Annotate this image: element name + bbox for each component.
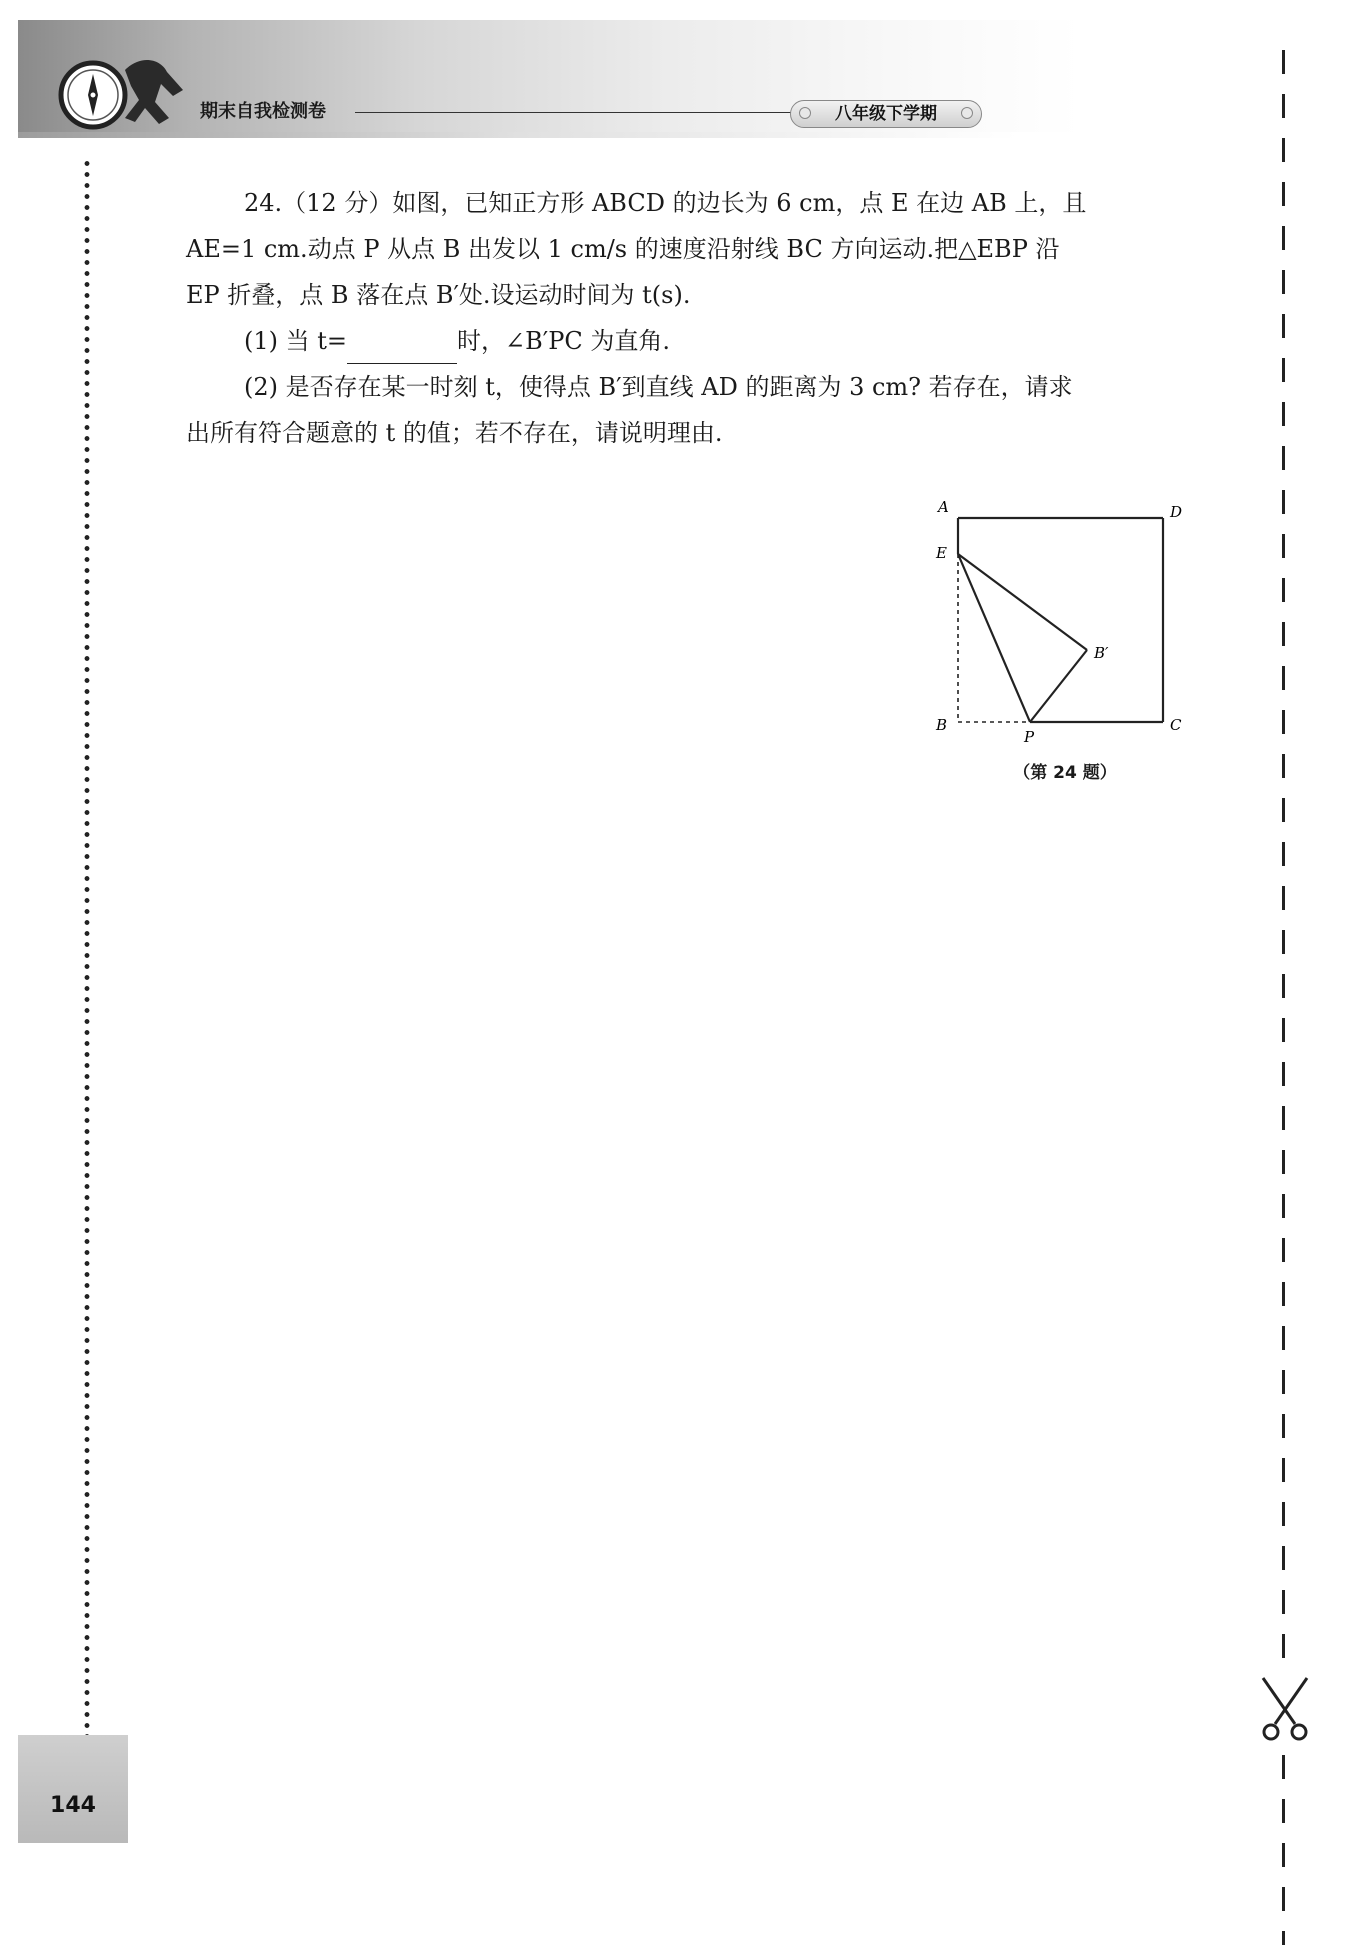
question-24 [186,180,1186,456]
header-band-shadow [18,132,1268,138]
page-number-box [18,1735,128,1843]
binding-dot-line [84,158,90,1738]
segment-B-prime-P [1030,650,1087,722]
label-P: P [1024,728,1035,746]
cut-dashed-line-lower [1282,1755,1285,1945]
compass-runner-logo-icon [55,50,195,140]
label-A: A [938,498,949,516]
fold-line-EP [958,554,1030,722]
geometry-figure [920,490,1200,760]
header-divider [355,112,795,113]
question-part-2-line-1: (2) 是否存在某一时刻 t，使得点 B′到直线 AD 的距离为 3 cm? 若存在，请求 [244,373,1073,401]
grade-label: 八年级下学期 [835,104,937,124]
question-part-1 [186,318,1186,364]
label-D: D [1170,503,1183,521]
label-E: E [936,544,947,562]
question-intro-line-2: AE=1 cm.动点 P 从点 B 出发以 1 cm/s 的速度沿射线 BC 方向运动.把△EBP 沿 [186,235,1060,263]
page-number: 144 [50,1793,96,1818]
header-title: 期末自我检测卷 [200,101,326,122]
cut-dashed-line [1282,50,1285,1670]
label-B-prime: B′ [1094,644,1109,662]
part-1-prefix: (1) 当 t= [244,327,348,355]
label-C: C [1170,716,1182,734]
question-intro-line-1: 24.（12 分）如图，已知正方形 ABCD 的边长为 6 cm，点 E 在边 AB 上，且 [244,189,1087,217]
question-part-2-line-2: 出所有符合题意的 t 的值；若不存在，请说明理由. [186,419,723,447]
figure-caption: （第 24 题） [1013,763,1117,783]
label-B: B [936,716,948,734]
answer-blank[interactable] [347,333,457,364]
segment-EB-prime [958,554,1087,650]
pill-right-dot-icon [961,107,973,119]
grade-badge [790,100,982,128]
pill-left-dot-icon [799,107,811,119]
question-intro-line-3: EP 折叠，点 B 落在点 B′处.设运动时间为 t(s). [186,281,691,309]
scissors-icon [1255,1672,1315,1750]
part-1-suffix: 时，∠B′PC 为直角. [457,327,670,355]
